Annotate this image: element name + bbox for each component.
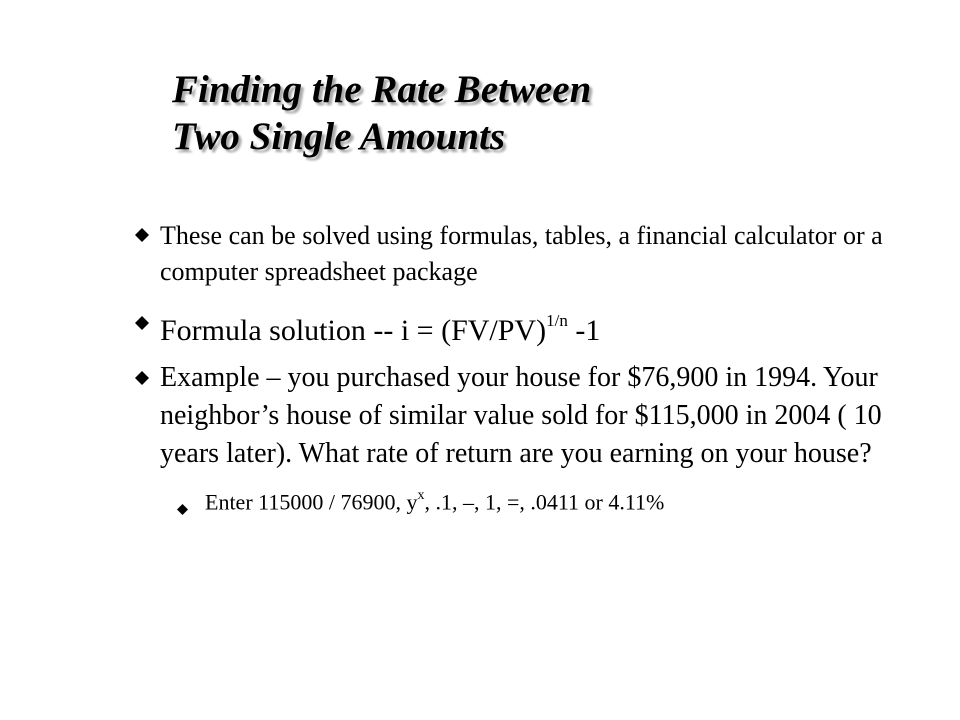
- diamond-bullet-icon: [177, 493, 188, 504]
- formula-exponent: 1/n: [546, 311, 568, 330]
- sub-bullet-calculator-steps: [175, 483, 901, 517]
- bullet-item-methods: [131, 218, 901, 290]
- title-line-2: Two Single Amounts: [172, 115, 506, 158]
- diamond-bullet-icon: [135, 371, 149, 385]
- sub-bullet-text: Enter 115000 / 76900, y: [205, 489, 418, 515]
- bullet-item-example: [131, 359, 901, 473]
- bullet-item-formula: [131, 304, 901, 351]
- bullet-list: [131, 218, 901, 517]
- formula-text: Formula solution -- i = (FV/PV): [160, 314, 547, 347]
- diamond-bullet-icon: [135, 316, 149, 330]
- sub-bullet-text-end: , .1, –, 1, =, .0411 or 4.11%: [424, 489, 665, 515]
- sub-bullet-exponent: x: [417, 488, 425, 503]
- bullet-text: These can be solved using formulas, tables, a financial calculator or a computer spreadsheet package: [160, 221, 883, 286]
- bullet-text: Example – you purchased your house for $76,900 in 1994. Your neighbor’s house of similar value sold for $115,000 in 2004 ( 10 years later). What rate of return are you earning on your house?: [160, 362, 882, 469]
- formula-text-end: -1: [567, 314, 601, 347]
- diamond-bullet-icon: [135, 228, 149, 242]
- slide-title: [172, 66, 872, 160]
- title-line-1: Finding the Rate Between: [172, 68, 592, 111]
